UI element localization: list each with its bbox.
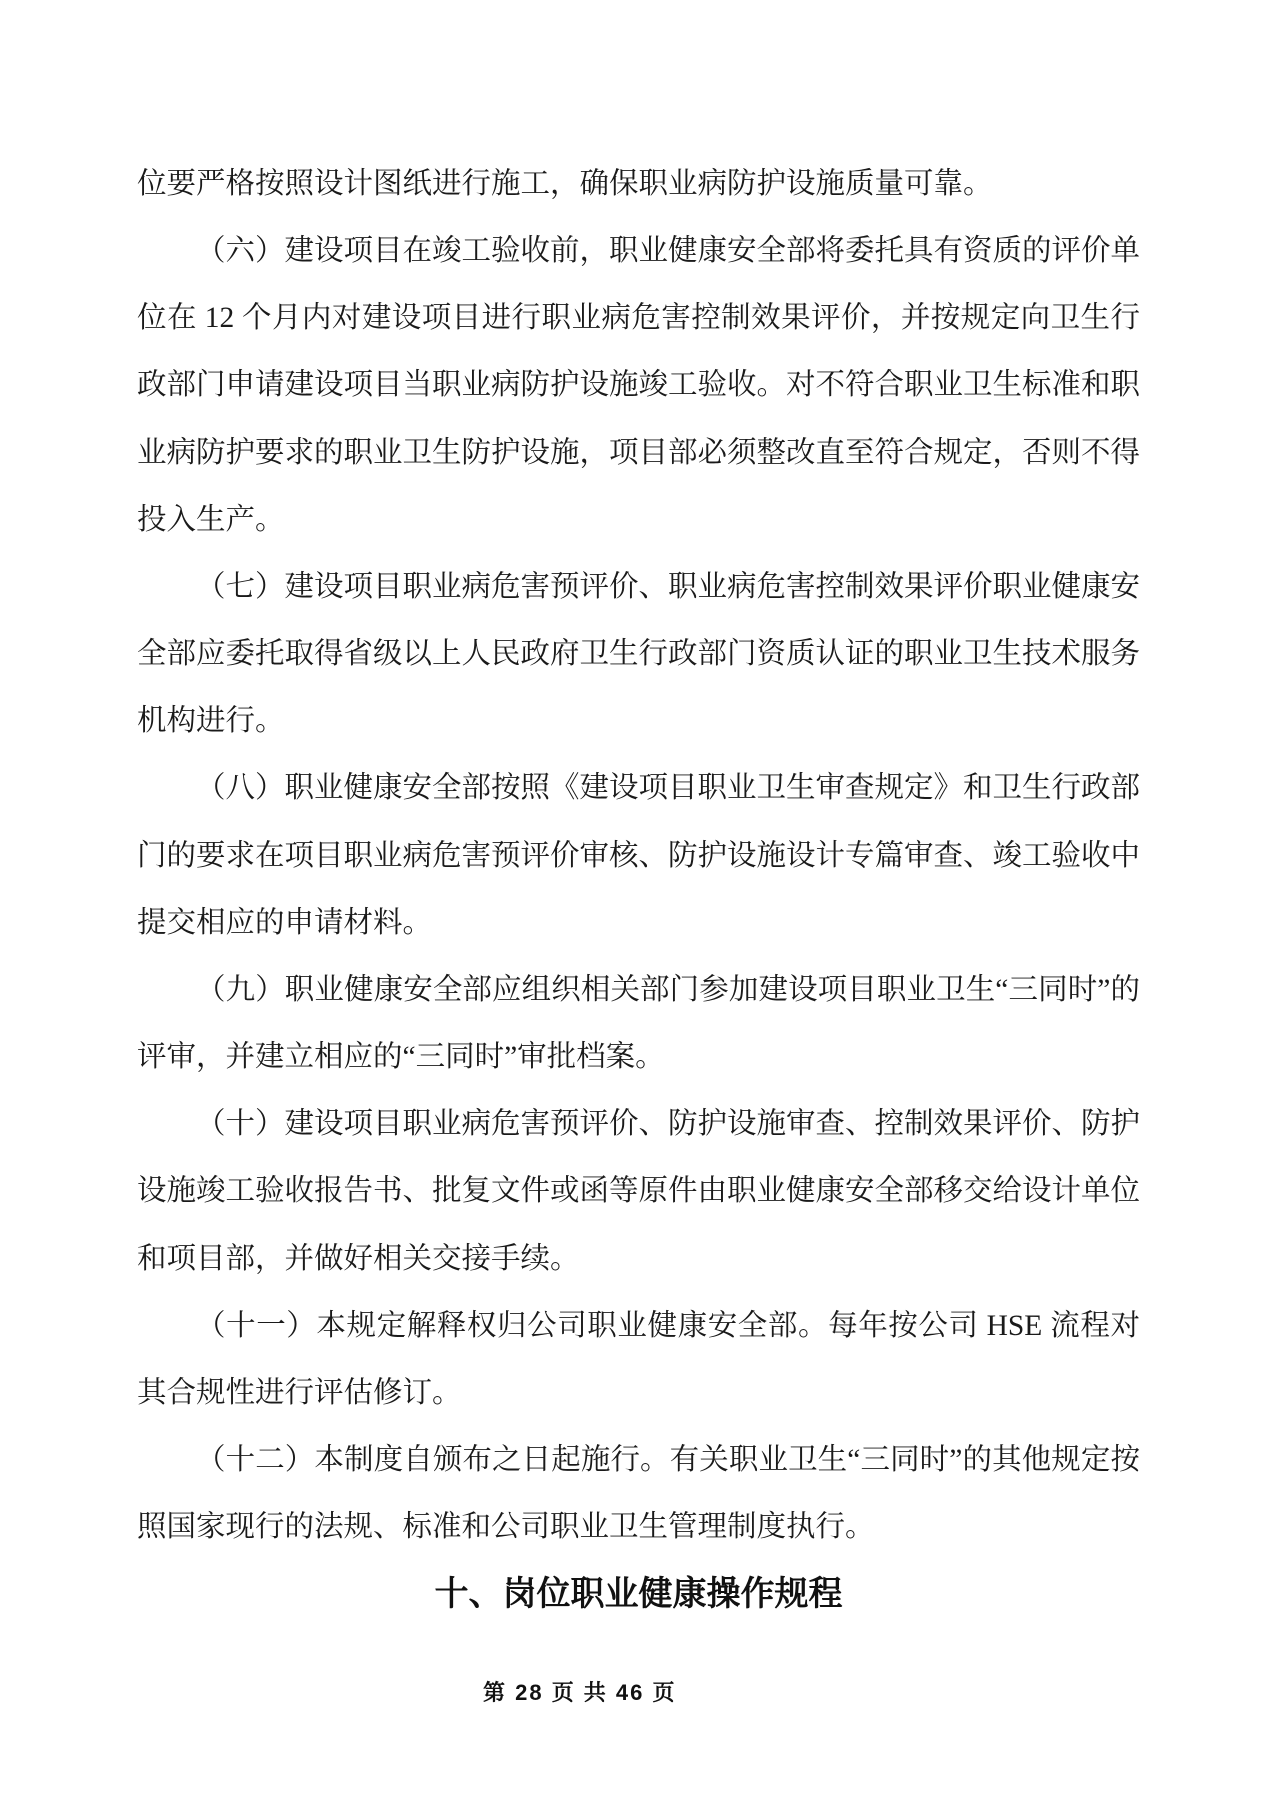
paragraph-item-9: （九）职业健康安全部应组织相关部门参加建设项目职业卫生“三同时”的评审，并建立相应的“三同时”审批档案。 xyxy=(137,973,1140,1074)
page-number-footer: 第 28 页 共 46 页 xyxy=(483,1680,677,1705)
paragraph-continuation: 位要严格按照设计图纸进行施工，确保职业病防护设施质量可靠。 xyxy=(137,168,993,200)
paragraph-item-11: （十一）本规定解释权归公司职业健康安全部。每年按公司 HSE 流程对其合规性进行评估修订。 xyxy=(137,1309,1140,1409)
paragraph-item-10: （十）建设项目职业病危害预评价、防护设施审查、控制效果评价、防护设施竣工验收报告书、批复文件或函等原件由职业健康安全部移交给设计单位和项目部，并做好相关交接手续。 xyxy=(137,1108,1141,1275)
paragraph-item-8: （八）职业健康安全部按照《建设项目职业卫生审查规定》和卫生行政部门的要求在项目职业病危害预评价审核、防护设施设计专篇审查、竣工验收中提交相应的申请材料。 xyxy=(137,772,1141,939)
paragraph-item-12: （十二）本制度自颁布之日起施行。有关职业卫生“三同时”的其他规定按照国家现行的法规、标准和公司职业卫生管理制度执行。 xyxy=(137,1443,1140,1544)
section-heading: 十、岗位职业健康操作规程 xyxy=(434,1575,843,1614)
paragraph-item-7: （七）建设项目职业病危害预评价、职业病危害控制效果评价职业健康安全部应委托取得省级以上人民政府卫生行政部门资质认证的职业卫生技术服务机构进行。 xyxy=(137,570,1141,738)
document-body xyxy=(137,151,1140,1628)
paragraph-item-6: （六）建设项目在竣工验收前，职业健康安全部将委托具有资质的评价单位在 12 个月内对建设项目进行职业病危害控制效果评价，并按规定向卫生行政部门申请建设项目当职业病防护设施竣工验收。对不符合职业卫生标准和职业病防护要求的职业卫生防护设施，项目部必须整改直至符合规定，否则不得投入生产。 xyxy=(137,235,1141,536)
